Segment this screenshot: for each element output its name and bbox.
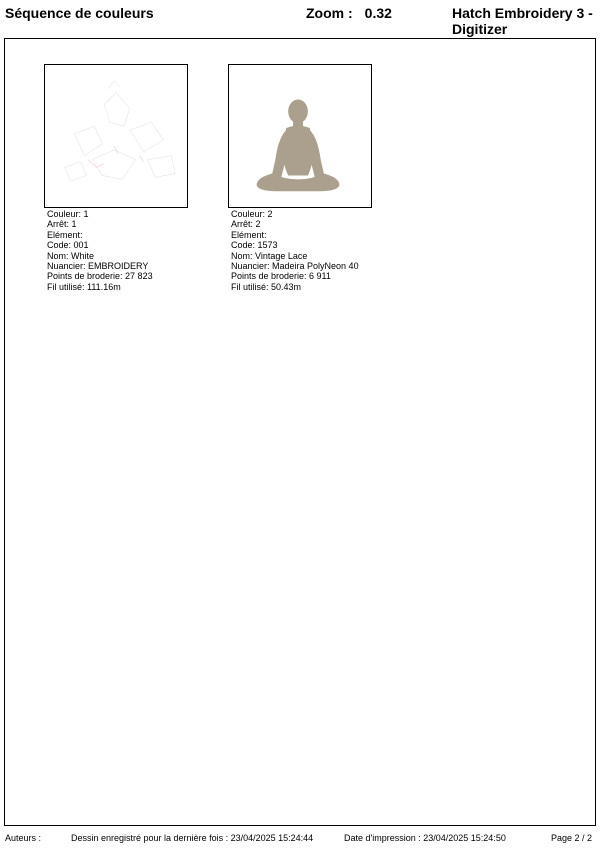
zoom-value: 0.32 (364, 5, 392, 21)
color-info-2 (231, 209, 359, 292)
footer-authors: Auteurs : (5, 833, 42, 843)
stitch-count: Points de broderie: 27 823 (47, 271, 153, 282)
color-name: Nom: White (47, 250, 95, 261)
footer-saved-date: Dessin enregistré pour la dernière fois : 23/04/2025 15:24:44 (71, 833, 314, 843)
zoom-label: Zoom : (306, 5, 353, 21)
color-chart: Nuancier: Madeira PolyNeon 40 (231, 261, 359, 272)
figure-silhouette (257, 100, 340, 192)
stop-number: Arrêt: 1 (47, 219, 77, 230)
app-name: Hatch Embroidery 3 - Digitizer (452, 5, 593, 37)
stitch-count: Points de broderie: 6 911 (231, 271, 331, 282)
color-info-1 (47, 209, 153, 292)
element-label: Elément: (47, 229, 83, 240)
white-stitch-preview (45, 65, 187, 207)
thread-used: Fil utilisé: 50.43m (231, 281, 302, 292)
color-chart: Nuancier: EMBROIDERY (47, 261, 149, 272)
footer-print-date: Date d'impression : 23/04/2025 15:24:50 (344, 833, 506, 843)
page-footer (0, 832, 600, 844)
meditation-figure-icon (229, 65, 371, 207)
page-title: Séquence de couleurs (5, 5, 154, 21)
color-code: Code: 001 (47, 240, 89, 251)
color-code: Code: 1573 (231, 240, 278, 251)
color-swatch-1 (44, 64, 188, 208)
color-name: Nom: Vintage Lace (231, 250, 308, 261)
element-label: Elément: (231, 229, 267, 240)
color-swatch-2 (228, 64, 372, 208)
thread-used: Fil utilisé: 111.16m (47, 281, 121, 292)
footer-page-number: Page 2 / 2 (551, 833, 593, 843)
color-number: Couleur: 2 (231, 209, 273, 219)
color-number: Couleur: 1 (47, 209, 89, 219)
zoom-indicator (306, 5, 392, 21)
stop-number: Arrêt: 2 (231, 219, 261, 230)
